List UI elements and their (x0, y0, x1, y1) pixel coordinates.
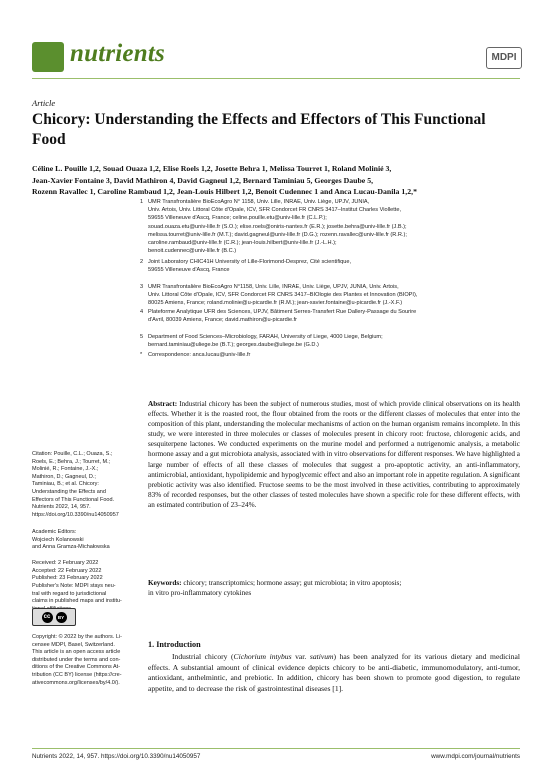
citation-line: Nutrients 2022, 14, 957. (32, 504, 91, 511)
author-line: Céline L. Pouille 1,2, Souad Ouaza 1,2, Elise Roels 1,2, Josette Behra 1, Melissa Tourret 1, Roland Molinié 3, (32, 164, 392, 173)
editor-line: Wojciech Kolanowski (32, 536, 84, 543)
affiliation-line: caroline.rambaud@univ-lille.fr (C.R.); jean-louis.hilbert@univ-lille.fr (J.-L.H.); (148, 240, 337, 247)
journal-logo-icon (32, 42, 64, 72)
copyright-line: Copyright: © 2022 by the authors. Li- (32, 634, 122, 640)
editor-line: Academic Editors: (32, 529, 77, 535)
affiliation-line: benoit.cudennec@univ-lille.fr (B.C.) (148, 248, 237, 255)
affiliation-1 (140, 198, 520, 255)
abstract-text: Industrial chicory has been the subject of numerous studies, most of which provide clinical observations on its health effects. Whether it is the roasted root, the flour obtained from the roots or the different classes of molecules that enter into the composition of this plant, understanding the molecular mechanisms of action on the human organism remains incomplete. In this study, we were interested in three molecules or classes of molecules present in chicory root: fructose, chlorogenic acids, and sesquiterpene lactones. We conducted experiments on the murine model and performed a nutrigenomic analysis, a metabolic hormone assay and a gut microbiota analysis, associated with in vitro observations for different responses. We have highlighted a large number of effects of all these classes of molecules that suggest a pro-apoptotic activity, an anti-inflammatory, antimicrobial, antioxidant, hypolipidemic and hypoglycemic effect and also an important role in appetite regulation. A significant prebiotic activity was also identified. Fructose seems to be the most involved in these activities, contributing to approximately 83% of recorded responses, but the other classes of tested molecules have shown a specific role for these different effects, with an estimated contribution of 23–24%. (148, 400, 520, 509)
cc-icon: cc (42, 612, 53, 623)
intro-paragraph: Industrial chicory (Cichorium intybus var. sativum) has been analyzed for its various dietary and medicinal effects. A substantial amount of clinical evidence depicts chicory to be anti-diabetic, immunomodulatory, anti-tumor, antioxidant, anthelmintic, and prebiotic. In addition, chicory has been shown to promote good digestion, to regulate appetite, and to decrease the risk of gastrointestinal diseases [1]. (148, 652, 520, 693)
affiliation-number: 1 (140, 199, 144, 205)
author-line: Jean-Xavier Fontaine 3, David Mathiron 4, David Gagneul 1,2, Bernard Taminiau 5, Georges Daube 5, (32, 175, 374, 185)
keywords-text-2: in vitro pro-inflammatory cytokines (148, 589, 252, 598)
note-line: Publisher's Note: MDPI stays neu- (32, 583, 116, 589)
affiliation-4 (140, 308, 520, 324)
note-line: claims in published maps and institu- (32, 598, 122, 605)
citation-line: Taminiau, B.; et al. Chicory: (32, 481, 99, 488)
copyright-line: ativecommons.org/licenses/by/4.0/). (32, 679, 120, 686)
citation-line: Citation: Pouille, C.L.; Ouaza, S.; (32, 451, 113, 457)
keywords-label: Keywords: (148, 579, 182, 587)
affiliation-line: Univ. Littoral Côte d'Opale, ICV, SFR Condorcet FR CNRS 3417–BIOlogie des Plantes et Innovation (BIOPI), (148, 292, 418, 299)
affiliation-line: UMR Transfrontalière BioEcoAgro N°1158, Univ. Lille, INRAE, Univ. Liège, UPJV, JUNIA, Univ. Artois, (148, 284, 399, 290)
keywords (148, 578, 520, 598)
page-title: Chicory: Understanding the Effects and Effectors of This Functional Food (32, 111, 486, 148)
copyright-line: This article is an open access article (32, 649, 121, 656)
footer-rule (32, 748, 520, 749)
copyright-line: distributed under the terms and con- (32, 656, 121, 663)
affiliation-line: Univ. Artois, Univ. Littoral Côte d'Opale, ICV, SFR Condorcet FR CNRS 3417–Institut Charles Viollette, (148, 207, 401, 214)
affiliation-line: Correspondence: anca.lucau@univ-lille.fr (148, 352, 251, 358)
publisher-logo: MDPI (486, 47, 522, 69)
accepted-date: Accepted: 22 February 2022 (32, 567, 102, 574)
affiliation-line: Department of Food Sciences–Microbiology, FARAH, University of Liege, 4000 Liege, Belgium; (148, 334, 383, 340)
affiliation-line: Joint Laboratory CHIC41H University of Lille-Florimond-Desprez, Cité scientifique, (148, 259, 352, 265)
editors-block (32, 529, 136, 552)
note-line: tral with regard to jurisdictional (32, 590, 107, 597)
author-list (32, 163, 522, 198)
affiliation-line: 59655 Villeneuve d'Ascq, France (148, 267, 230, 274)
citation-line: Effectors of This Functional Food. (32, 496, 115, 503)
header-rule (32, 78, 520, 79)
abstract (148, 399, 520, 510)
affiliation-number: 4 (140, 309, 144, 315)
journal-name: nutrients (70, 40, 165, 67)
cc-license-badge[interactable] (32, 608, 76, 626)
affiliation-number: 5 (140, 334, 144, 340)
affiliation-line: Plateforme Analytique UFR des Sciences, UPJV, Bâtiment Serres-Transfert Rue Dallery-Passage du Sourire (148, 309, 417, 315)
affiliation-number: 2 (140, 259, 144, 265)
affiliation-line: bernard.taminiau@uliege.be (B.T.); georges.daube@uliege.be (G.D.) (148, 342, 319, 349)
article-type: Article (32, 98, 56, 108)
footer-journal-link[interactable]: www.mdpi.com/journal/nutrients (431, 753, 520, 760)
affiliation-line: souad.ouaza.etu@univ-lille.fr (S.O.); elise.roels@oniris-nantes.fr (E.R.); josette.behra@univ-lille.fr (J.B.); (148, 223, 407, 230)
received-date: Received: 2 February 2022 (32, 560, 99, 566)
citation-line: Understanding the Effects and (32, 488, 106, 495)
abstract-label: Abstract: (148, 400, 178, 408)
keywords-text: chicory; transcriptomics; hormone assay; gut microbiota; in vitro apoptosis; (181, 579, 402, 587)
citation-block (32, 451, 136, 519)
section-heading: 1. Introduction (148, 640, 201, 649)
citation-line: Mathiron, D.; Gagneul, D.; (32, 473, 96, 480)
affiliation-line: UMR Transfrontalière BioEcoAgro N° 1158, Univ. Lille, INRAE, Univ. Liège, UPJV, JUNIA, (148, 199, 370, 205)
copyright-line: tribution (CC BY) license (https://cre- (32, 671, 122, 678)
author-line: Rozenn Ravallec 1, Caroline Rambaud 1,2, Jean-Louis Hilbert 1,2, Benoit Cudennec 1 and Anca Lucau-Danila 1,2,* (32, 187, 417, 196)
footer-citation[interactable]: Nutrients 2022, 14, 957. https://doi.org/10.3390/nu14050957 (32, 753, 201, 760)
affiliation-3 (140, 283, 520, 308)
citation-doi-link[interactable]: https://doi.org/10.3390/nu14050957 (32, 511, 119, 518)
dates-block (32, 560, 136, 583)
editor-line: and Anna Gramza-Michałowska (32, 544, 110, 551)
affiliation-6 (140, 351, 520, 359)
citation-line: Molinié, R.; Fontaine, J.-X.; (32, 466, 99, 473)
citation-line: Roels, E.; Behra, J.; Tourret, M.; (32, 458, 111, 465)
affiliation-line: d'Avril, 80039 Amiens, France; david.mathiron@u-picardie.fr (148, 317, 298, 324)
affiliation-number: 3 (140, 284, 144, 290)
copyright-block (32, 634, 136, 687)
affiliation-line: melissa.tourret@univ-lille.fr (M.T.); david.gagneul@univ-lille.fr (D.G.); rozenn.ravallec@univ-lille.fr (R.R.); (148, 231, 407, 238)
by-icon: BY (56, 612, 67, 623)
copyright-line: ditions of the Creative Commons At- (32, 664, 121, 671)
affiliation-line: 80025 Amiens, France; roland.molinie@u-picardie.fr (R.M.); jean-xavier.fontaine@u-picardie.fr (J.-X.F.) (148, 300, 403, 307)
published-date: Published: 23 February 2022 (32, 575, 103, 582)
copyright-line: censee MDPI, Basel, Switzerland. (32, 641, 115, 648)
affiliation-2 (140, 258, 520, 274)
affiliation-5 (140, 333, 520, 349)
affiliation-number: * (140, 352, 143, 358)
affiliation-line: 59655 Villeneuve d'Ascq, France; celine.pouille.etu@univ-lille.fr (C.L.P.); (148, 215, 327, 222)
